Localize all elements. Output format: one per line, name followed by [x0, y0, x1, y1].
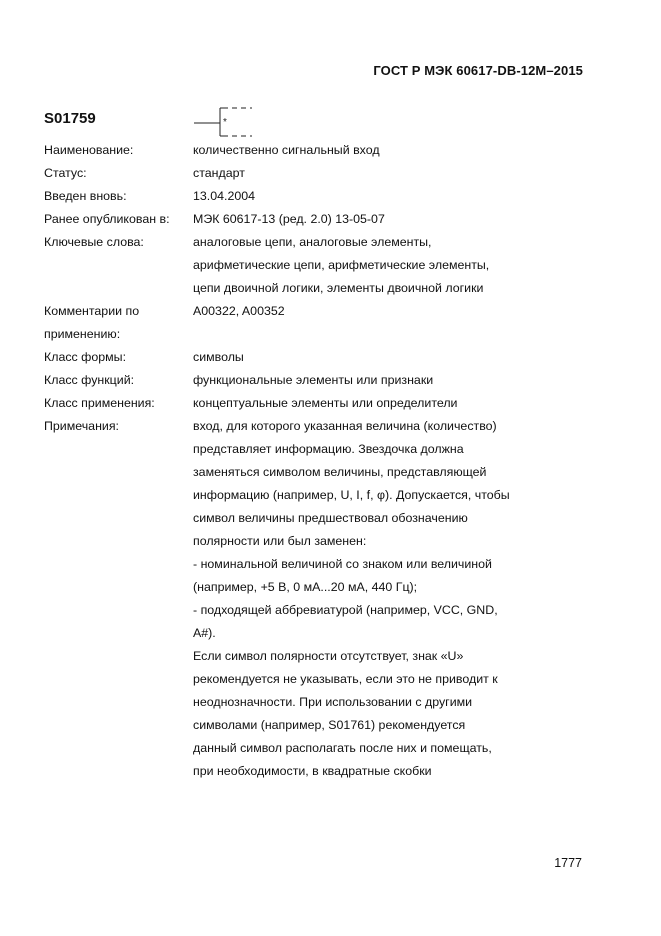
- attribute-row: [44, 187, 604, 210]
- attribute-row: [44, 141, 604, 164]
- label-line: Ключевые слова:: [44, 235, 144, 249]
- attribute-label: [44, 141, 193, 164]
- attribute-value: [193, 141, 604, 164]
- value-line: стандарт: [193, 166, 245, 180]
- label-line: применению:: [44, 327, 121, 341]
- attribute-value: [193, 417, 604, 785]
- value-line: символы: [193, 350, 244, 364]
- attribute-row: [44, 394, 604, 417]
- document-header: ГОСТ Р МЭК 60617-DB-12M–2015: [373, 63, 583, 78]
- attribute-label: [44, 371, 193, 394]
- value-line: концептуальные элементы или определители: [193, 396, 458, 410]
- attribute-label: [44, 210, 193, 233]
- attribute-label: [44, 164, 193, 187]
- value-line: функциональные элементы или признаки: [193, 373, 434, 387]
- attribute-label: [44, 233, 193, 302]
- value-line: символ величины предшествовал обозначению: [193, 511, 468, 525]
- label-line: Класс функций:: [44, 373, 135, 387]
- attribute-label: [44, 302, 193, 348]
- label-line: Статус:: [44, 166, 87, 180]
- value-line: арифметические цепи, арифметические элементы,: [193, 258, 490, 272]
- value-line: полярности или был заменен:: [193, 534, 367, 548]
- label-line: Класс применения:: [44, 396, 155, 410]
- attribute-value: [193, 187, 604, 210]
- attribute-value: [193, 164, 604, 187]
- value-line: A#).: [193, 626, 216, 640]
- attribute-row: [44, 371, 604, 394]
- attribute-table: [44, 141, 604, 785]
- value-line: (например, +5 В, 0 мА...20 мА, 440 Гц);: [193, 580, 418, 594]
- value-line: данный символ располагать после них и помещать,: [193, 741, 492, 755]
- attribute-value: [193, 233, 604, 302]
- value-line: Если символ полярности отсутствует, знак «U»: [193, 649, 464, 663]
- value-line: МЭК 60617-13 (ред. 2.0) 13-05-07: [193, 212, 385, 226]
- attribute-label: [44, 417, 193, 785]
- value-line: символами (например, S01761) рекомендуется: [193, 718, 466, 732]
- attribute-row: [44, 417, 604, 785]
- attribute-row: [44, 210, 604, 233]
- symbol-graphic: [192, 105, 262, 139]
- value-line: вход, для которого указанная величина (количество): [193, 419, 497, 433]
- attribute-value: [193, 348, 604, 371]
- value-line: неоднозначности. При использовании с другими: [193, 695, 473, 709]
- value-line: - подходящей аббревиатурой (например, VCC, GND,: [193, 603, 498, 617]
- attribute-label: [44, 187, 193, 210]
- attribute-value: [193, 394, 604, 417]
- value-line: при необходимости, в квадратные скобки: [193, 764, 432, 778]
- attribute-label: [44, 394, 193, 417]
- attribute-value: [193, 302, 604, 348]
- value-line: - номинальной величиной со знаком или величиной: [193, 557, 492, 571]
- value-line: представляет информацию. Звездочка должна: [193, 442, 464, 456]
- label-line: Введен вновь:: [44, 189, 127, 203]
- attribute-label: [44, 348, 193, 371]
- attribute-value: [193, 371, 604, 394]
- value-line: заменяться символом величины, представляющей: [193, 465, 487, 479]
- attribute-row: [44, 348, 604, 371]
- symbol-code: S01759: [44, 110, 96, 127]
- value-line: аналоговые цепи, аналоговые элементы,: [193, 235, 432, 249]
- value-line: информацию (например, U, I, f, φ). Допускается, чтобы: [193, 488, 510, 502]
- label-line: Ранее опубликован в:: [44, 212, 170, 226]
- attribute-row: [44, 164, 604, 187]
- value-line: цепи двоичной логики, элементы двоичной логики: [193, 281, 484, 295]
- attribute-row: [44, 302, 604, 348]
- label-line: Класс формы:: [44, 350, 127, 364]
- value-line: рекомендуется не указывать, если это не приводит к: [193, 672, 498, 686]
- value-line: количественно сигнальный вход: [193, 143, 380, 157]
- label-line: Комментарии по: [44, 304, 140, 318]
- page-number: 1777: [554, 856, 582, 870]
- label-line: Примечания:: [44, 419, 119, 433]
- label-line: Наименование:: [44, 143, 134, 157]
- value-line: A00322, A00352: [193, 304, 285, 318]
- attribute-value: [193, 210, 604, 233]
- value-line: 13.04.2004: [193, 189, 256, 203]
- attribute-row: [44, 233, 604, 302]
- asterisk-marker: *: [223, 117, 227, 128]
